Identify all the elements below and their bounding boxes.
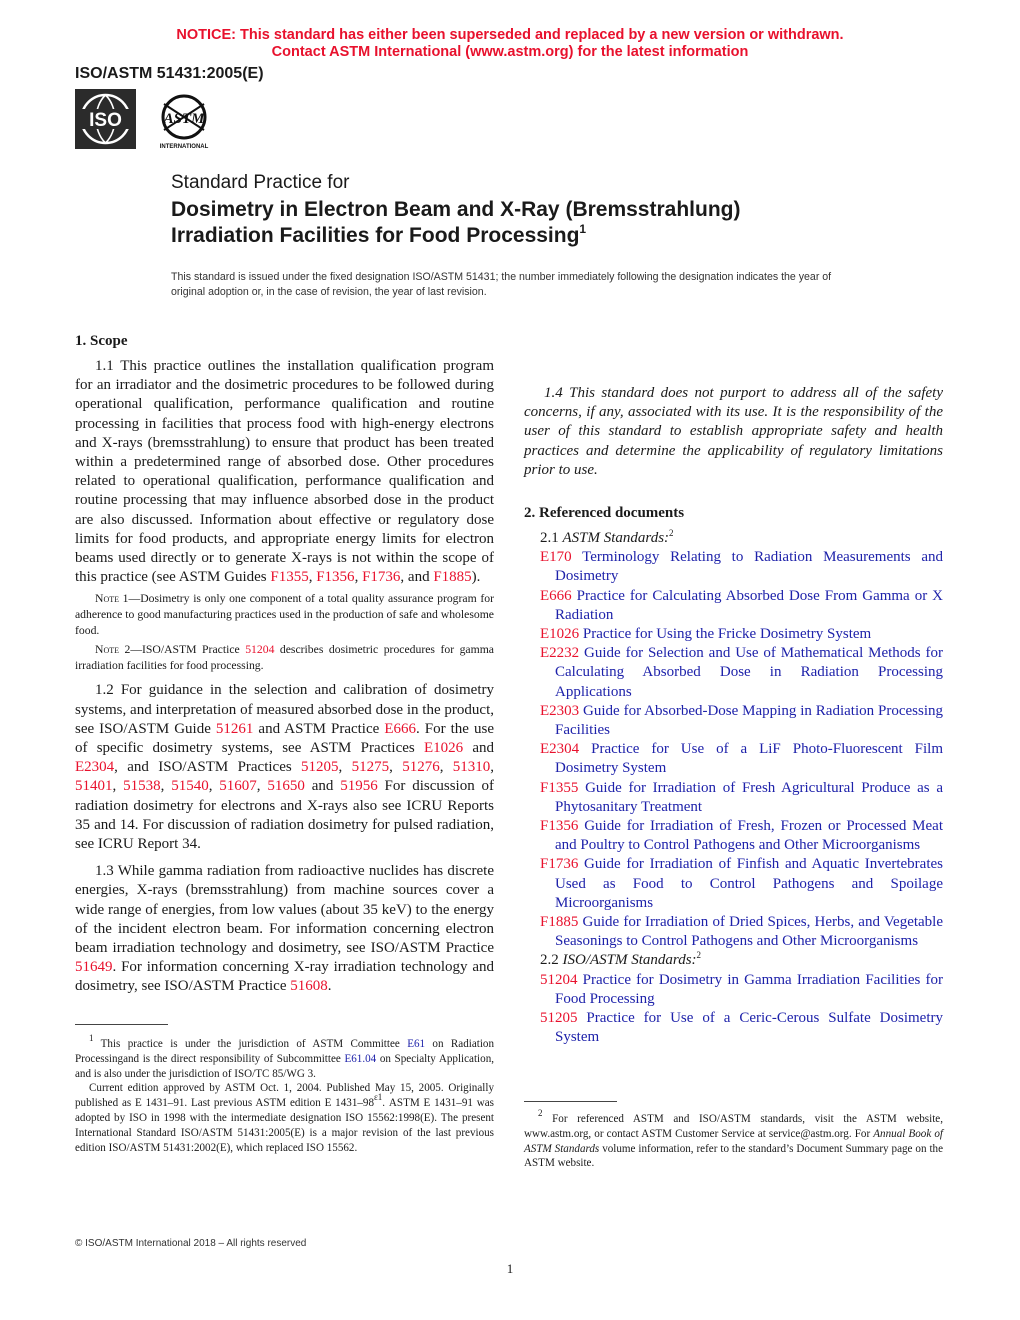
link-51261[interactable]: 51261 [215, 720, 254, 737]
astm-logo-text: ASTM [163, 111, 205, 127]
p1-1-text: 1.1 This practice outlines the installation qualification program for an irradiator and the dosimetric procedures to be followed during operational qualification, performance qualification and routine processing in facilities that process food with high-energy electrons and X-rays (bremsstrahlung) to ensure that product has been treated within a predetermined range of absorbed dose. Other procedures related to operational qualification, performance qualification and routine processing that may influence absorbed dose in the product are also discussed. Information about effective or regulatory dose limits for food products, and appropriate energy limits for electron beams used directly or to generate X-rays is not within the scope of this practice (see ASTM Guides [75, 358, 494, 586]
scope-heading: 1. Scope [75, 333, 128, 349]
copyright: © ISO/ASTM International 2018 – All rights reserved [75, 1238, 307, 1249]
p1-2-text: , and ISO/ASTM Practices [114, 759, 302, 776]
sep: and [304, 778, 341, 795]
astm-label-num: 2.1 [540, 530, 559, 547]
fn1-text: This practice is under the jurisdiction of ASTM Committee [93, 1038, 408, 1050]
link-f1356[interactable]: F1356 [316, 569, 355, 586]
footnote-rule [524, 1101, 617, 1102]
superseded-notice [0, 27, 1020, 61]
iso-logo-text: ISO [89, 110, 122, 131]
sep: , [308, 569, 317, 586]
reference-item [524, 779, 943, 817]
reference-item [524, 971, 943, 1009]
footnote-2 [524, 1101, 943, 1171]
footnote-1-para-1 [75, 1033, 495, 1081]
sep: , [354, 569, 363, 586]
reference-code-link[interactable]: E666 [540, 587, 572, 604]
reference-code-link[interactable]: E1026 [540, 626, 580, 643]
reference-title-link[interactable]: Guide for Irradiation of Dried Spices, Herbs, and Vegetable Seasonings to Control Pathogens and Other Microorganisms [555, 914, 943, 950]
fn1-text: on Radiation Processingand is the direct responsibility of Subcommittee [75, 1038, 495, 1065]
note-1-text: —Dosimetry is only one component of a total quality assurance program for adherence to good manufacturing practices used in the production of safe and wholesome food. [75, 592, 494, 637]
reference-code-link[interactable]: 51205 [540, 1010, 578, 1027]
footnote-rule [75, 1024, 168, 1025]
title-main [171, 197, 871, 249]
sep: , [490, 759, 495, 776]
reference-title-link[interactable]: Practice for Using the Fricke Dosimetry System [579, 626, 872, 643]
reference-title-link[interactable]: Practice for Dosimetry in Gamma Irradiation Facilities for Food Processing [555, 971, 943, 1007]
iso-label-text: ISO/ASTM Standards: [562, 952, 697, 969]
link-51276[interactable]: 51276 [402, 759, 440, 776]
reference-code-link[interactable]: F1355 [540, 779, 579, 796]
astm-standards-list [524, 548, 943, 951]
reference-code-link[interactable]: E170 [540, 549, 572, 566]
reference-item [524, 625, 943, 644]
link-e61-04[interactable]: E61.04 [344, 1052, 377, 1065]
sep: , [160, 778, 172, 795]
link-51538[interactable]: 51538 [123, 778, 161, 795]
footnote-1 [75, 1024, 494, 1155]
link-e1026[interactable]: E1026 [423, 740, 464, 757]
iso-label-fn: 2 [696, 950, 702, 961]
reference-title-link[interactable]: Guide for Irradiation of Finfish and Aquatic Invertebrates Used as Food to Control Pathogens and Spoilage Microorganisms [555, 856, 943, 911]
note-1-label: Note 1 [95, 592, 129, 606]
fn1-text: on Specialty Application, and is also under the jurisdiction of ISO/TC 85/WG 3. [75, 1052, 495, 1080]
paragraph-1-2 [75, 681, 494, 854]
sep: ). [471, 569, 481, 586]
document-title [171, 172, 871, 249]
reference-code-link[interactable]: E2304 [540, 741, 580, 758]
p1-2-text: . For the use of specific dosimetry systems, see ASTM Practices [75, 720, 494, 757]
p1-3-text: 1.3 While gamma radiation from radioactive nuclides has discrete energies, X-rays (bremsstrahlung) from machine sources cover a wide range of energies, from low values (about 35 keV) to the energy of the incident electron beam. For information concerning electron beam irradiation technology and dosimetry, see ISO/ASTM Practice [75, 863, 494, 957]
link-f1355[interactable]: F1355 [270, 569, 309, 586]
title-footnote-mark: 1 [579, 222, 587, 236]
reference-title-link[interactable]: Guide for Selection and Use of Mathematical Methods for Calculating Absorbed Dose in Radiation Processing Applications [555, 645, 943, 700]
refs-heading: 2. Referenced documents [524, 505, 685, 522]
reference-item [524, 855, 943, 913]
astm-logo [150, 92, 218, 152]
sep: , [338, 759, 352, 776]
iso-standards-list [524, 971, 943, 1048]
document-designation: ISO/ASTM 51431:2005(E) [75, 65, 264, 82]
reference-item [524, 913, 943, 951]
notice-line-2: Contact ASTM International (www.astm.org) for the latest information [271, 44, 749, 60]
reference-item [524, 1009, 943, 1047]
sep: , [256, 778, 268, 795]
reference-code-link[interactable]: E2303 [540, 702, 580, 719]
paragraph-1-1 [75, 357, 494, 587]
reference-item [524, 740, 943, 778]
link-e666[interactable]: E666 [384, 720, 416, 737]
sep: , [439, 759, 453, 776]
link-51650[interactable]: 51650 [267, 778, 305, 795]
p1-2-text: 1.2 For guidance in the selection and calibration of dosimetry systems, and interpretation of measured absorbed dose in the product, see ISO/ASTM Guide [75, 682, 494, 737]
paragraph-1-3 [75, 862, 494, 996]
footnote-2-mark: 2 [538, 1108, 543, 1118]
link-51204[interactable]: 51204 [245, 643, 275, 657]
link-51607[interactable]: 51607 [219, 778, 257, 795]
link-51310[interactable]: 51310 [452, 759, 491, 776]
p1-2-text: For discussion of radiation dosimetry for electrons and X-rays also see ICRU Reports 35 and 14. For discussion of radiation dosimetry for pulsed radiation, see ICRU Report 34. [75, 778, 495, 853]
p1-3-text: . For information concerning X-ray irradiation technology and dosimetry, see ISO/ASTM Practice [75, 959, 494, 995]
title-subheading: Standard Practice for [171, 172, 350, 193]
link-51649[interactable]: 51649 [75, 959, 113, 976]
title-line-1: Dosimetry in Electron Beam and X-Ray (Bremsstrahlung) [171, 198, 741, 221]
iso-standards-label [524, 951, 943, 970]
paragraph-1-4: 1.4 This standard does not purport to address all of the safety concerns, if any, associated with its use. It is the responsibility of the user of this standard to establish appropriate safety and health practices and determine the applicability of regulatory limitations prior to use. [524, 385, 943, 478]
sep: , [389, 759, 403, 776]
title-line-2-text: Irradiation Facilities for Food Processing [171, 224, 580, 247]
note-2-text-end: describes dosimetric procedures for gamma irradiation facilities for food processing. [75, 643, 494, 672]
footnote-1-mark: 1 [89, 1033, 94, 1043]
p1-3-end: . [327, 978, 332, 995]
epsilon-mark: ε1 [374, 1092, 383, 1103]
p1-2-text: and [463, 740, 494, 757]
reference-title-link[interactable]: Terminology Relating to Radiation Measurements and Dosimetry [555, 549, 943, 585]
link-51275[interactable]: 51275 [351, 759, 390, 776]
paragraph-1-3-continuation-space [524, 332, 943, 379]
astm-label-text: ASTM Standards: [562, 530, 670, 547]
fn2-italic: Annual Book of ASTM Standards [524, 1127, 943, 1155]
note-2 [75, 642, 494, 673]
reference-title-link[interactable]: Guide for Irradiation of Fresh, Frozen or Processed Meat and Poultry to Control Pathogens and Other Microorganisms [555, 818, 943, 854]
reference-title-link[interactable]: Practice for Use of a Ceric-Cerous Sulfate Dosimetry System [555, 1010, 943, 1046]
link-51956[interactable]: 51956 [340, 778, 378, 795]
sep: , [208, 778, 220, 795]
link-51205[interactable]: 51205 [301, 759, 339, 776]
astm-logo-subtext: INTERNATIONAL [159, 144, 209, 150]
footnote-1-para-2 [75, 1081, 494, 1155]
sep: , [112, 778, 124, 795]
reference-code-link[interactable]: F1736 [540, 856, 579, 873]
page-number: 1 [506, 1261, 514, 1276]
right-column [524, 332, 943, 1048]
reference-code-link[interactable]: F1356 [540, 818, 579, 835]
link-f1736[interactable]: F1736 [362, 569, 401, 586]
link-e61[interactable]: E61 [407, 1038, 426, 1050]
link-51540[interactable]: 51540 [171, 778, 209, 795]
p1-2-text: and ASTM Practice [253, 720, 385, 737]
link-51608[interactable]: 51608 [290, 978, 328, 995]
reference-code-link[interactable]: E2232 [540, 645, 580, 662]
reference-title-link[interactable]: Practice for Use of a LiF Photo-Fluorescent Film Dosimetry System [555, 741, 943, 777]
reference-item [524, 587, 943, 625]
title-line-2 [171, 223, 871, 249]
issued-note: This standard is issued under the fixed designation ISO/ASTM 51431; the number immediately following the designation indicates the year of original adoption or, in the case of revision, the year of last revision. [171, 271, 832, 298]
fn1-text: . ASTM E 1431–91 was adopted by ISO in 1998 with the intermediate designation ISO 15562:1998(E). The present International Standard ISO/ASTM 51431:2005(E) is a major revision of the last previous edition ISO/ASTM 51431:2002(E), which replaced ISO 15562. [75, 1097, 495, 1154]
link-51401[interactable]: 51401 [75, 778, 113, 795]
iso-label-num: 2.2 [540, 952, 559, 969]
left-column [75, 332, 494, 997]
reference-code-link[interactable]: 51204 [540, 971, 578, 988]
reference-code-link[interactable]: F1885 [540, 914, 579, 931]
fn2-text: For referenced ASTM and ISO/ASTM standards, visit the ASTM website, www.astm.org, or contact ASTM Customer Service at service@astm.org. For [524, 1113, 943, 1140]
link-e2304[interactable]: E2304 [75, 759, 115, 776]
astm-standards-label [524, 529, 943, 548]
fn1-text: Current edition approved by ASTM Oct. 1, 2004. Published May 15, 2005. Originally published as E 1431–91. Last previous ASTM edition E 1431–98 [75, 1082, 494, 1110]
reference-title-link[interactable]: Guide for Irradiation of Fresh Agricultural Produce as a Phytosanitary Treatment [555, 779, 943, 815]
reference-item [524, 644, 943, 702]
sep: , and [400, 569, 434, 586]
note-1 [75, 591, 494, 638]
fn2-text: volume information, refer to the standard’s Document Summary page on the ASTM website. [524, 1142, 943, 1170]
reference-title-link[interactable]: Practice for Calculating Absorbed Dose From Gamma or X Radiation [555, 587, 943, 623]
astm-label-fn: 2 [669, 528, 674, 539]
reference-title-link[interactable]: Guide for Absorbed-Dose Mapping in Radiation Processing Facilities [555, 702, 943, 739]
notice-line-1: NOTICE: This standard has either been superseded and replaced by a new version or withdrawn. [176, 27, 844, 43]
reference-item [524, 548, 943, 586]
iso-logo [75, 89, 136, 149]
note-2-text: —ISO/ASTM Practice [130, 643, 246, 657]
link-f1885[interactable]: F1885 [433, 569, 472, 586]
note-2-label: Note 2 [95, 643, 131, 657]
reference-item [524, 702, 943, 740]
reference-item [524, 817, 943, 855]
footnote-2-para [524, 1108, 943, 1171]
